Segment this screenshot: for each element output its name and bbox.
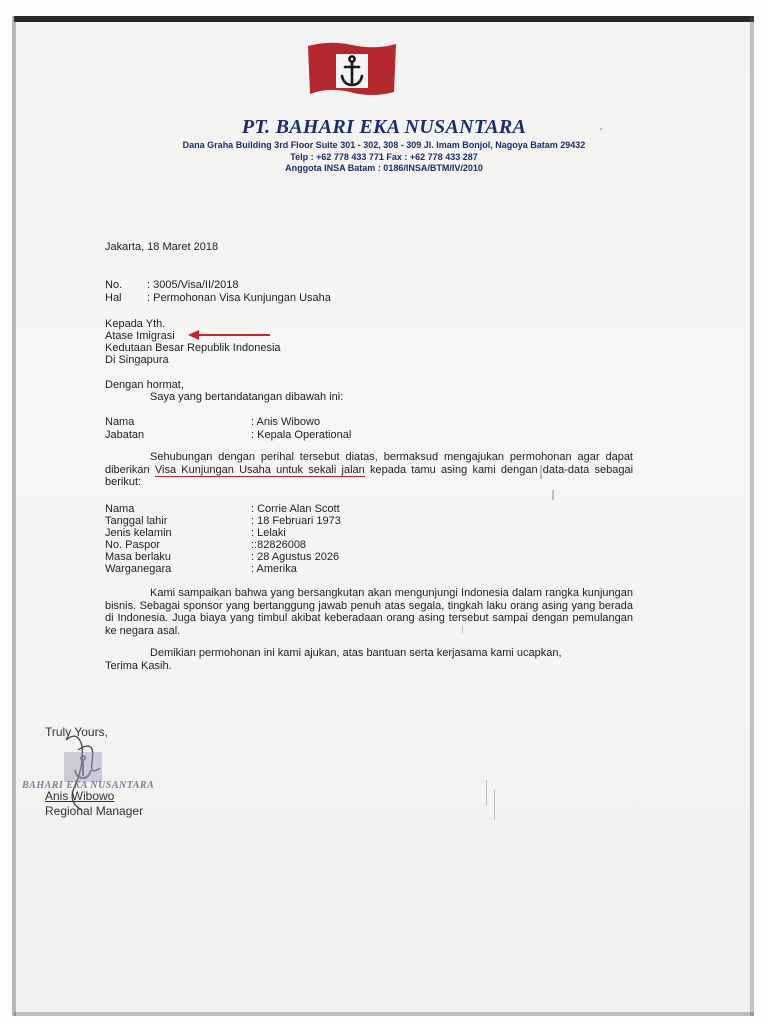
sponsor-paragraph: Kami sampaikan bahwa yang bersangkutan akan mengunjungi Indonesia dalam rangka kunjungan bisnis. Sebagai sponsor yang bertanggung jawab penuh atas segala, tingkah laku orang asing yang berada di Indonesia. Juga biaya yang timbul akibat keberadaan orang asing tersebut sampai dengan pemulangan ke negara asal. [105,587,633,637]
company-membership: Anggota INSA Batam : 0186/INSA/BTM/IV/2010 [285,163,483,173]
letter-date: Jakarta, 18 Maret 2018 [105,241,219,253]
scan-speck [540,465,542,479]
anchor-flag-logo [306,40,398,100]
scan-bottom-border [14,1012,754,1016]
letter-subject [105,292,331,304]
letter-number [105,279,239,291]
field-row [105,503,340,515]
field-label: Nama [105,416,135,428]
field-value: : Kepala Operational [251,429,352,441]
intro-line: Saya yang bertandatangan dibawah ini: [150,391,344,403]
recipient-line: Atase Imigrasi [105,330,175,342]
request-text-end: kepada tamu asing kami dengan data-data sebagai berikut: [105,463,634,489]
number-value: : 3005/Visa/II/2018 [147,279,239,291]
field-value: : Anis Wibowo [251,416,321,428]
recipient-line: Kepada Yth. [105,318,166,330]
field-row [105,429,351,441]
signer-title: Regional Manager [45,804,144,818]
field-label: Tanggal lahir [105,515,168,527]
greeting: Dengan hormat, [105,379,184,391]
scan-speck [486,780,487,806]
recipient-line: Kedutaan Besar Republik Indonesia [105,342,281,354]
company-stamp-text: BAHARI EKA NUSANTARA [22,780,155,791]
field-row [105,563,297,575]
field-value: : 28 Agustus 2026 [251,551,340,563]
valediction: Truly Yours, [45,725,108,739]
field-row [105,416,320,428]
subject-label: Hal [105,292,122,304]
field-value: : Lelaki [251,527,286,539]
scan-speck [600,128,602,130]
recipient-line: Di Singapura [105,354,169,366]
field-value: : 18 Februari 1973 [251,515,341,527]
field-label: Masa berlaku [105,551,172,563]
field-value: ::82826008 [251,539,307,551]
field-label: Warganegara [105,563,172,575]
signer-name: Anis Wibowo [45,789,115,803]
number-label: No. [105,279,123,291]
field-row [105,527,286,539]
field-value: : Amerika [251,563,297,575]
request-text-start: Sehubungan dengan perihal tersebut diatas, bermaksud mengajukan permohonan agar dapat diberikan [105,451,633,476]
company-name: PT. BAHARI EKA NUSANTARA [241,116,527,138]
scan-speck [494,790,495,820]
request-paragraph [105,451,633,489]
field-row [105,539,306,551]
scan-speck [552,490,554,500]
thanks-line: Terima Kasih. [105,660,172,672]
highlighted-visa-type: Visa Kunjungan Usaha untuk sekali jalan [154,463,365,476]
field-row [105,515,341,527]
subject-value: : Permohonan Visa Kunjungan Usaha [147,292,331,304]
scan-speck [462,625,463,633]
company-phone: Telp : +62 778 433 771 Fax : +62 778 433 287 [290,152,478,162]
field-label: No. Paspor [105,539,161,551]
field-label: Nama [105,503,135,515]
field-label: Jabatan [105,429,145,441]
company-address: Dana Graha Building 3rd Floor Suite 301 - 302, 308 - 309 Jl. Imam Bonjol, Nagoya Batam 29432 [182,140,586,150]
field-row [105,551,339,563]
closing-paragraph: Demikian permohonan ini kami ajukan, atas bantuan serta kerjasama kami ucapkan, [150,647,562,659]
left-arrow-icon [186,329,272,341]
field-value: : Corrie Alan Scott [251,503,340,515]
field-label: Jenis kelamin [105,527,172,539]
